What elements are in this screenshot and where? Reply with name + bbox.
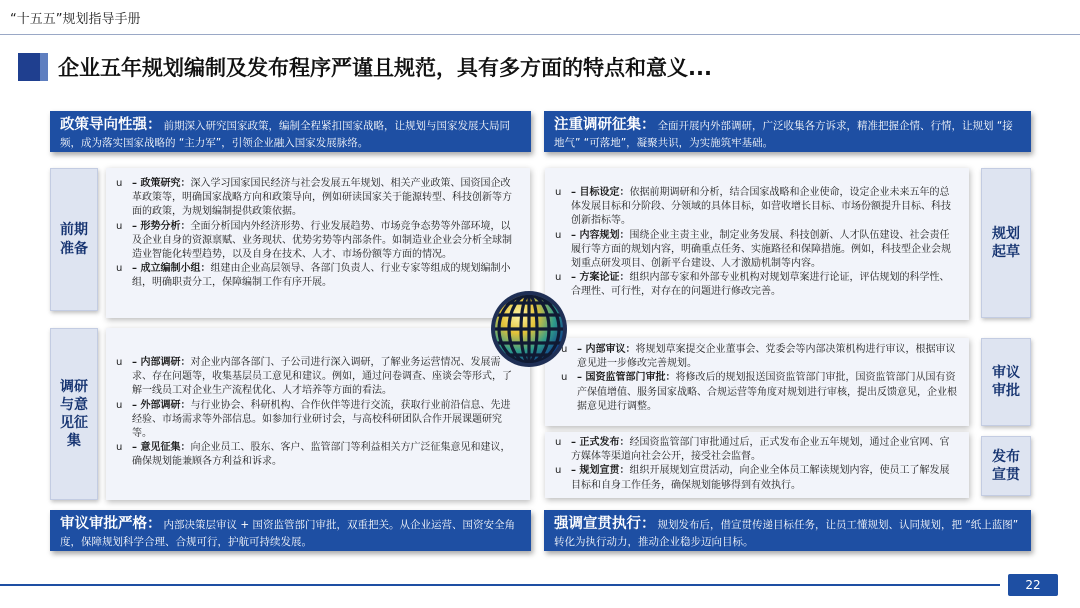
list-item: u – 内容规划：围绕企业主责主业，制定业务发展、科技创新、人才队伍建设、社会责任履行等方面的规划内容，明确重点任务、实施路径和保障措施。例如，科技型企业会规划重点研发项目、创新平台建设、人才激励机制等内容。 xyxy=(555,229,951,269)
banner-text: 规划发布后，借宣贯传递目标任务，让员工懂规划、认同规划，把 “纸上蓝图” 转化为执行动力，推动企业稳步迈向目标。 xyxy=(554,519,1019,549)
list-item: u – 目标设定：依据前期调研和分析，结合国家战略和企业使命，设定企业未来五年的总体发展目标和分阶段、分领域的具体目标，如营收增长目标、市场份额提升目标、科技创新指标等。 xyxy=(555,187,951,227)
tab-research-and-opinion-collection: 调研 与意 见征 集 xyxy=(50,328,98,500)
banner-policy-oriented xyxy=(50,111,531,152)
list-item: u – 政策研究：深入学习国家国民经济与社会发展五年规划、相关产业政策、国资国企改革政策等，明确国家战略方向和政策导向，例如研读国家关于能源转型、科技创新等方面的政策，为规划编制提供政策依据。 xyxy=(116,178,512,218)
footer-divider xyxy=(0,584,1000,586)
list-item: u – 成立编制小组：组建由企业高层领导、各部门负责人、行业专家等组成的规划编制小组，明确职责分工，保障编制工作有序开展。 xyxy=(116,263,511,289)
banner-heading: 注重调研征集： xyxy=(554,117,656,133)
list-item: u – 意见征集：向企业员工、股东、客户、监管部门等利益相关方广泛征集意见和建议，确保规划能兼顾各方利益和诉求。 xyxy=(116,442,511,468)
slide-title: 企业五年规划编制及发布程序严谨且规范，具有多方面的特点和意义... xyxy=(58,56,712,80)
list-item: u – 内部审议：将规划草案提交企业董事会、党委会等内部决策机构进行审议，根据审议意见进一步修改完善规划。 xyxy=(561,344,956,370)
banner-research-collection xyxy=(544,111,1031,152)
banner-strict-review xyxy=(50,510,531,551)
panel-preliminary-preparation xyxy=(106,168,530,318)
panel-release-and-promotion xyxy=(545,432,969,498)
tab-plan-drafting: 规划 起草 xyxy=(981,168,1031,318)
list-item: u – 外部调研：与行业协会、科研机构、合作伙伴等进行交流，获取行业前沿信息、先进经验、市场需求等外部信息。如参加行业研讨会，与高校科研团队合作开展课题研究等。 xyxy=(116,399,511,439)
panel-research-and-opinion-collection xyxy=(106,328,530,500)
list-item: u – 方案论证：组织内部专家和外部专业机构对规划草案进行论证，评估规划的科学性、合理性、可行性，对存在的问题进行修改完善。 xyxy=(555,272,950,298)
tab-release-and-promotion: 发布 宣贯 xyxy=(981,436,1031,496)
banner-heading: 审议审批严格： xyxy=(60,516,162,532)
panel-plan-drafting xyxy=(545,168,969,320)
tab-preliminary-preparation: 前期 准备 xyxy=(50,168,98,311)
banner-heading: 强调宣贯执行： xyxy=(554,516,656,532)
list-item: u – 形势分析：全面分析国内外经济形势、行业发展趋势、市场竞争态势等外部环境，以及企业自身的资源禀赋、业务现状、优势劣势等内部条件。如制造业企业会分析全球制造业智能化转型趋势，以及自身在技术、人才、市场份额等方面的情况。 xyxy=(116,220,512,260)
document-name: “十五五”规划指导手册 xyxy=(10,12,141,27)
list-item: u – 内部调研：对企业内部各部门、子公司进行深入调研，了解业务运营情况、发展需求、存在问题等，收集基层员工意见和建议。例如，通过问卷调查、座谈会等形式，了解一线员工对企业生产流程优化、人才培养等方面的看法。 xyxy=(116,357,512,397)
header-divider xyxy=(0,34,1080,35)
list-item: u – 国资监管部门审批：将修改后的规划报送国资监管部门审批，国资监管部门从国有资产保值增值、服务国家战略、合规运营等角度对规划进行审核，提出反馈意见，企业根据意见进行调整。 xyxy=(561,372,957,412)
banner-heading: 政策导向性强： xyxy=(60,117,162,133)
banner-text: 前期深入研究国家政策，编制全程紧扣国家战略，让规划与国家发展大局同频，成为落实国家战略的 “主力军”，引领企业融入国家发展脉络。 xyxy=(60,120,510,150)
banner-text: 内部决策层审议 + 国资监管部门审批，双重把关。从企业运营、国资安全角度，保障规划科学合理、合规可行，护航可持续发展。 xyxy=(60,519,515,549)
title-marker-accent xyxy=(40,53,48,81)
banner-promotion-execution xyxy=(544,510,1031,551)
globe-icon xyxy=(490,290,568,368)
tab-review-and-approval: 审议 审批 xyxy=(981,338,1031,426)
panel-review-and-approval xyxy=(545,338,969,426)
list-item: u – 正式发布：经国资监管部门审批通过后，正式发布企业五年规划，通过企业官网、官方媒体等渠道向社会公开，接受社会监督。 xyxy=(555,437,950,463)
list-item: u – 规划宣贯：组织开展规划宣贯活动，向企业全体员工解读规划内容，使员工了解发展目标和自身工作任务，确保规划能够得到有效执行。 xyxy=(555,465,950,491)
title-marker xyxy=(18,53,40,81)
page-number: 22 xyxy=(1008,574,1058,596)
banner-text: 全面开展内外部调研，广泛收集各方诉求，精准把握企情、行情，让规划 “接地气” “可落地”，凝聚共识，为实施筑牢基础。 xyxy=(554,120,1013,150)
